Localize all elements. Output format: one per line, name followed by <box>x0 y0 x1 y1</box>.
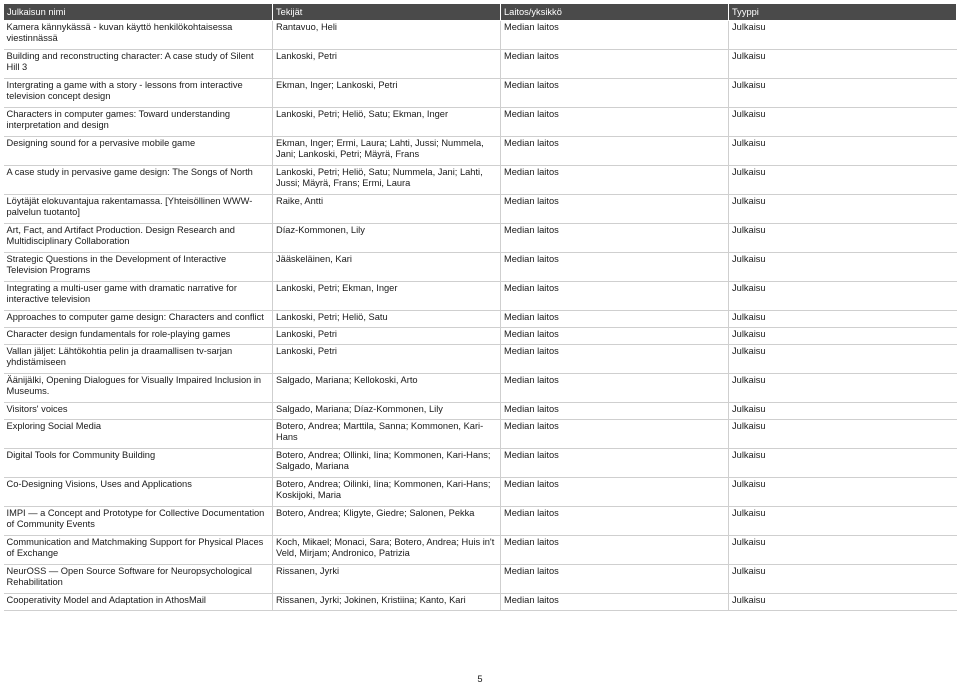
publication-authors: Lankoski, Petri; Heliö, Satu; Nummela, Jani; Lahti, Jussi; Mäyrä, Frans; Ermi, Laura <box>273 166 501 195</box>
publication-type: Julkaisu <box>729 594 957 611</box>
table-row <box>4 311 957 328</box>
publication-authors: Rissanen, Jyrki; Jokinen, Kristiina; Kanto, Kari <box>273 594 501 611</box>
table-row <box>4 328 957 345</box>
header-title: Julkaisun nimi <box>4 4 273 21</box>
publication-title: Integrating a multi-user game with dramatic narrative for interactive television <box>4 282 273 311</box>
publication-title: Strategic Questions in the Development of Interactive Television Programs <box>4 253 273 282</box>
table-row <box>4 507 957 536</box>
publication-type: Julkaisu <box>729 507 957 536</box>
publication-title: Designing sound for a pervasive mobile game <box>4 137 273 166</box>
publication-authors: Rissanen, Jyrki <box>273 565 501 594</box>
publication-unit: Median laitos <box>501 79 729 108</box>
publication-authors: Botero, Andrea; Oilinki, Iina; Kommonen, Kari-Hans; Koskijoki, Maria <box>273 478 501 507</box>
publication-unit: Median laitos <box>501 478 729 507</box>
publication-title: Cooperativity Model and Adaptation in AthosMail <box>4 594 273 611</box>
table-row <box>4 253 957 282</box>
publication-authors: Botero, Andrea; Marttila, Sanna; Kommonen, Kari-Hans <box>273 420 501 449</box>
publication-type: Julkaisu <box>729 311 957 328</box>
publication-unit: Median laitos <box>501 50 729 79</box>
publication-authors: Lankoski, Petri; Heliö, Satu; Ekman, Inger <box>273 108 501 137</box>
publication-authors: Botero, Andrea; Ollinki, Iina; Kommonen, Kari-Hans; Salgado, Mariana <box>273 449 501 478</box>
publication-authors: Koch, Mikael; Monaci, Sara; Botero, Andrea; Huis in't Veld, Mirjam; Andronico, Patrizia <box>273 536 501 565</box>
publication-authors: Lankoski, Petri <box>273 328 501 345</box>
publication-type: Julkaisu <box>729 50 957 79</box>
publication-unit: Median laitos <box>501 166 729 195</box>
publication-unit: Median laitos <box>501 21 729 50</box>
table-row <box>4 79 957 108</box>
publication-unit: Median laitos <box>501 536 729 565</box>
publication-unit: Median laitos <box>501 224 729 253</box>
publication-unit: Median laitos <box>501 282 729 311</box>
table-row <box>4 345 957 374</box>
publication-title: Co-Designing Visions, Uses and Applications <box>4 478 273 507</box>
publication-authors: Lankoski, Petri; Ekman, Inger <box>273 282 501 311</box>
publication-unit: Median laitos <box>501 137 729 166</box>
table-row <box>4 50 957 79</box>
publication-title: Art, Fact, and Artifact Production. Design Research and Multidisciplinary Collaboration <box>4 224 273 253</box>
table-row <box>4 166 957 195</box>
publication-title: Exploring Social Media <box>4 420 273 449</box>
table-row <box>4 594 957 611</box>
publication-title: Digital Tools for Community Building <box>4 449 273 478</box>
publication-unit: Median laitos <box>501 311 729 328</box>
publication-unit: Median laitos <box>501 374 729 403</box>
table-row <box>4 374 957 403</box>
publication-title: Kamera kännykässä - kuvan käyttö henkilökohtaisessa viestinnässä <box>4 21 273 50</box>
publication-unit: Median laitos <box>501 565 729 594</box>
table-body <box>4 21 957 611</box>
publication-type: Julkaisu <box>729 403 957 420</box>
publication-title: Character design fundamentals for role-playing games <box>4 328 273 345</box>
publication-type: Julkaisu <box>729 478 957 507</box>
table-row <box>4 224 957 253</box>
table-row <box>4 195 957 224</box>
publication-unit: Median laitos <box>501 253 729 282</box>
page-number: 5 <box>477 674 483 684</box>
publication-type: Julkaisu <box>729 166 957 195</box>
header-row <box>4 4 957 21</box>
publication-unit: Median laitos <box>501 108 729 137</box>
publication-authors: Rantavuo, Heli <box>273 21 501 50</box>
publication-type: Julkaisu <box>729 137 957 166</box>
publication-title: Approaches to computer game design: Characters and conflict <box>4 311 273 328</box>
publication-unit: Median laitos <box>501 507 729 536</box>
publication-type: Julkaisu <box>729 79 957 108</box>
publication-type: Julkaisu <box>729 536 957 565</box>
publication-authors: Salgado, Mariana; Kellokoski, Arto <box>273 374 501 403</box>
table-row <box>4 536 957 565</box>
header-unit: Laitos/yksikkö <box>501 4 729 21</box>
header-authors: Tekijät <box>273 4 501 21</box>
table-row <box>4 21 957 50</box>
table-row <box>4 403 957 420</box>
table-row <box>4 420 957 449</box>
publication-title: Löytäjät elokuvantajua rakentamassa. [Yhteisöllinen WWW-palvelun tuotanto] <box>4 195 273 224</box>
page <box>3 3 956 611</box>
publication-unit: Median laitos <box>501 345 729 374</box>
table-row <box>4 108 957 137</box>
publication-authors: Díaz-Kommonen, Lily <box>273 224 501 253</box>
publication-title: NeurOSS — Open Source Software for Neuropsychological Rehabilitation <box>4 565 273 594</box>
publication-title: Characters in computer games: Toward understanding interpretation and design <box>4 108 273 137</box>
publication-type: Julkaisu <box>729 420 957 449</box>
publications-table <box>3 3 957 611</box>
publication-unit: Median laitos <box>501 195 729 224</box>
publication-title: Visitors' voices <box>4 403 273 420</box>
publication-authors: Botero, Andrea; Kligyte, Giedre; Salonen, Pekka <box>273 507 501 536</box>
publication-type: Julkaisu <box>729 345 957 374</box>
publication-unit: Median laitos <box>501 328 729 345</box>
table-row <box>4 565 957 594</box>
publication-title: A case study in pervasive game design: The Songs of North <box>4 166 273 195</box>
publication-unit: Median laitos <box>501 594 729 611</box>
publication-authors: Lankoski, Petri; Heliö, Satu <box>273 311 501 328</box>
publication-authors: Lankoski, Petri <box>273 345 501 374</box>
publication-type: Julkaisu <box>729 282 957 311</box>
publication-authors: Raike, Antti <box>273 195 501 224</box>
publication-unit: Median laitos <box>501 420 729 449</box>
publication-authors: Ekman, Inger; Ermi, Laura; Lahti, Jussi; Nummela, Jani; Lankoski, Petri; Mäyrä, Frans <box>273 137 501 166</box>
publication-title: IMPI — a Concept and Prototype for Collective Documentation of Community Events <box>4 507 273 536</box>
publication-authors: Lankoski, Petri <box>273 50 501 79</box>
publication-title: Intergrating a game with a story - lessons from interactive television concept design <box>4 79 273 108</box>
publication-unit: Median laitos <box>501 403 729 420</box>
header-type: Tyyppi <box>729 4 957 21</box>
table-row <box>4 137 957 166</box>
publication-type: Julkaisu <box>729 565 957 594</box>
table-header <box>4 4 957 21</box>
publication-type: Julkaisu <box>729 449 957 478</box>
publication-type: Julkaisu <box>729 21 957 50</box>
table-row <box>4 282 957 311</box>
publication-title: Communication and Matchmaking Support for Physical Places of Exchange <box>4 536 273 565</box>
publication-authors: Salgado, Mariana; Díaz-Kommonen, Lily <box>273 403 501 420</box>
publication-type: Julkaisu <box>729 253 957 282</box>
publication-title: Building and reconstructing character: A case study of Silent Hill 3 <box>4 50 273 79</box>
publication-type: Julkaisu <box>729 224 957 253</box>
publication-title: Äänijälki, Opening Dialogues for Visually Impaired Inclusion in Museums. <box>4 374 273 403</box>
publication-unit: Median laitos <box>501 449 729 478</box>
publication-type: Julkaisu <box>729 328 957 345</box>
table-row <box>4 478 957 507</box>
publication-title: Vallan jäljet: Lähtökohtia pelin ja draamallisen tv-sarjan yhdistämiseen <box>4 345 273 374</box>
publication-authors: Jääskeläinen, Kari <box>273 253 501 282</box>
publication-type: Julkaisu <box>729 374 957 403</box>
publication-type: Julkaisu <box>729 195 957 224</box>
table-row <box>4 449 957 478</box>
publication-authors: Ekman, Inger; Lankoski, Petri <box>273 79 501 108</box>
publication-type: Julkaisu <box>729 108 957 137</box>
